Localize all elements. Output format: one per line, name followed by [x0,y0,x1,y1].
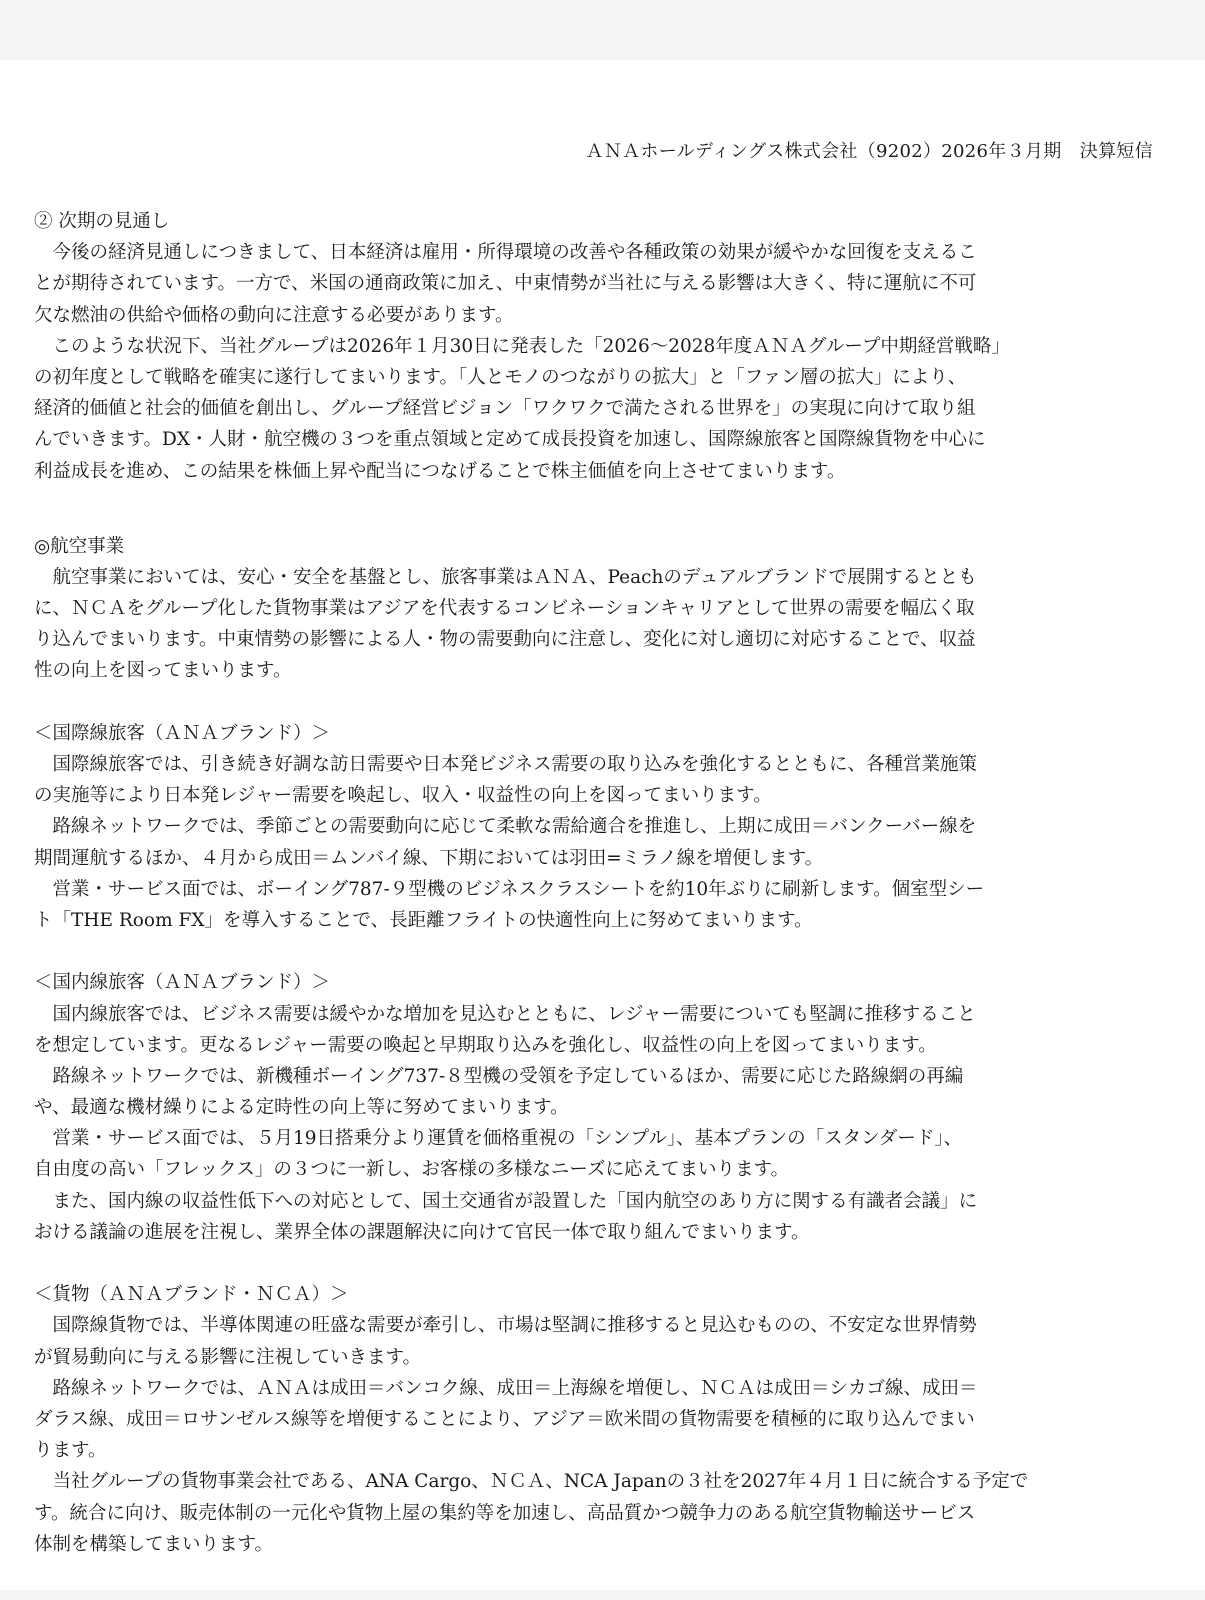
paragraph-line: す。統合に向け、販売体制の一元化や貨物上屋の集約等を加速し、高品質かつ競争力のある航空貨物輸送サービス [34,1502,976,1524]
paragraph-line: ト「THE Room FX」を導入することで、長距離フライトの快適性向上に努めてまいります。 [34,909,813,931]
section-heading-outlook: ② 次期の見通し [34,211,170,232]
paragraph-line: ります。 [34,1440,107,1462]
paragraph-line: 営業・サービス面では、５月19日搭乗分より運賃を価格重視の「シンプル」、基本プランの「スタンダード」、 [34,1128,963,1150]
spacer [34,936,1170,967]
paragraph-line: を想定しています。更なるレジャー需要の喚起と早期取り込みを強化し、収益性の向上を図ってまいります。 [34,1034,937,1056]
paragraph-line: 欠な燃油の供給や価格の動向に注意する必要があります。 [34,304,514,326]
paragraph-line: 国際線貨物では、半導体関連の旺盛な需要が牽引し、市場は堅調に推移すると見込むものの、不安定な世界情勢 [34,1315,977,1337]
paragraph-line: 経済的価値と社会的価値を創出し、グループ経営ビジョン「ワクワクで満たされる世界を」の実現に向けて取り組 [34,398,976,420]
browser-top-bar [0,0,1205,60]
paragraph-line: んでいきます。DX・人財・航空機の３つを重点領域と定めて成長投資を加速し、国際線旅客と国際線貨物を中心に [34,429,986,451]
paragraph-line: 今後の経済見通しにつきまして、日本経済は雇用・所得環境の改善や各種政策の効果が緩やかな回復を支えるこ [34,242,977,264]
subheading-cargo: ＜貨物（ＡＮＡブランド・ＮＣＡ）＞ [34,1284,349,1306]
paragraph-line: 国際線旅客では、引き続き好調な訪日需要や日本発ビジネス需要の取り込みを強化するとともに、各種営業施策 [34,754,977,775]
paragraph-line: の初年度として戦略を確実に遂行してまいります。「人とモノのつながりの拡大」と「ファン層の拡大」により、 [34,366,967,388]
paragraph-line: とが期待されています。一方で、米国の通商政策に加え、中東情勢が当社に与える影響は大きく、特に運航に不可 [34,273,977,295]
paragraph-line: 当社グループの貨物事業会社である、ANA Cargo、ＮＣＡ、NCA Japanの３社を2027年４月１日に統合する予定で [34,1471,1029,1493]
paragraph-line: 期間運航するほか、４月から成田＝ムンバイ線、下期においては羽田=ミラノ線を増便します。 [34,847,824,869]
document-body [34,206,1170,1560]
paragraph-line: 路線ネットワークでは、ＡＮＡは成田＝バンコク線、成田＝上海線を増便し、ＮＣＡは成田＝シカゴ線、成田＝ [34,1377,978,1399]
paragraph-line: 自由度の高い「フレックス」の３つに一新し、お客様の多様なニーズに応えてまいります。 [34,1159,789,1181]
paragraph-line: 営業・サービス面では、ボーイング787-９型機のビジネスクラスシートを約10年ぶりに刷新します。個室型シー [34,878,985,900]
paragraph-line: 国内線旅客では、ビジネス需要は緩やかな増加を見込むとともに、レジャー需要についても堅調に推移すること [34,1003,976,1025]
paragraph-line: 航空事業においては、安心・安全を基盤とし、旅客事業はＡＮＡ、Peachのデュアルブランドで展開するととも [34,566,977,588]
paragraph-line: このような状況下、当社グループは2026年１月30日に発表した「2026～2028年度ＡＮＡグループ中期経営戦略」 [34,335,1010,357]
paragraph-line: ダラス線、成田＝ロサンゼルス線等を増便することにより、アジア＝欧米間の貨物需要を積極的に取り込んでまい [34,1408,975,1430]
paragraph-line: の実施等により日本発レジャー需要を喚起し、収入・収益性の向上を図ってまいります。 [34,785,772,807]
paragraph-line: や、最適な機材繰りによる定時性の向上等に努めてまいります。 [34,1097,569,1119]
spacer [34,487,1170,531]
paragraph-line: に、ＮＣＡをグループ化した貨物事業はアジアを代表するコンビネーションキャリアとして世界の需要を幅広く取 [34,598,975,620]
spacer [34,1248,1170,1279]
paragraph-line-cut-off: 体制を構築してまいります。 [34,1533,274,1555]
document-header: ＡＮＡホールディングス株式会社（9202）2026年３月期 決算短信 [585,141,1153,162]
browser-bottom-strip [0,1590,1205,1600]
paragraph-line: り込んでまいります。中東情勢の影響による人・物の需要動向に注意し、変化に対し適切に対応することで、収益 [34,629,976,651]
paragraph-line: 利益成長を進め、この結果を株価上昇や配当につなげることで株主価値を向上させてまいります。 [34,460,846,482]
spacer [34,687,1170,718]
subheading-international-passenger: ＜国際線旅客（ＡＮＡブランド）＞ [34,722,331,744]
paragraph-line: 路線ネットワークでは、季節ごとの需要動向に応じて柔軟な需給適合を推進し、上期に成田＝バンクーバー線を [34,816,977,838]
subheading-domestic-passenger: ＜国内線旅客（ＡＮＡブランド）＞ [34,972,331,994]
paragraph-line: 性の向上を図ってまいります。 [34,660,292,682]
paragraph-line: おける議論の進展を注視し、業界全体の課題解決に向けて官民一体で取り組んでまいります。 [34,1221,810,1243]
paragraph-line: が貿易動向に与える影響に注視していきます。 [34,1346,422,1368]
paragraph-line: 路線ネットワークでは、新機種ボーイング737-８型機の受領を予定しているほか、需要に応じた路線網の再編 [34,1065,964,1087]
paragraph-line: また、国内線の収益性低下への対応として、国土交通省が設置した「国内航空のあり方に関する有識者会議」に [34,1190,978,1212]
section-heading-air-transport: ◎航空事業 [34,535,125,557]
